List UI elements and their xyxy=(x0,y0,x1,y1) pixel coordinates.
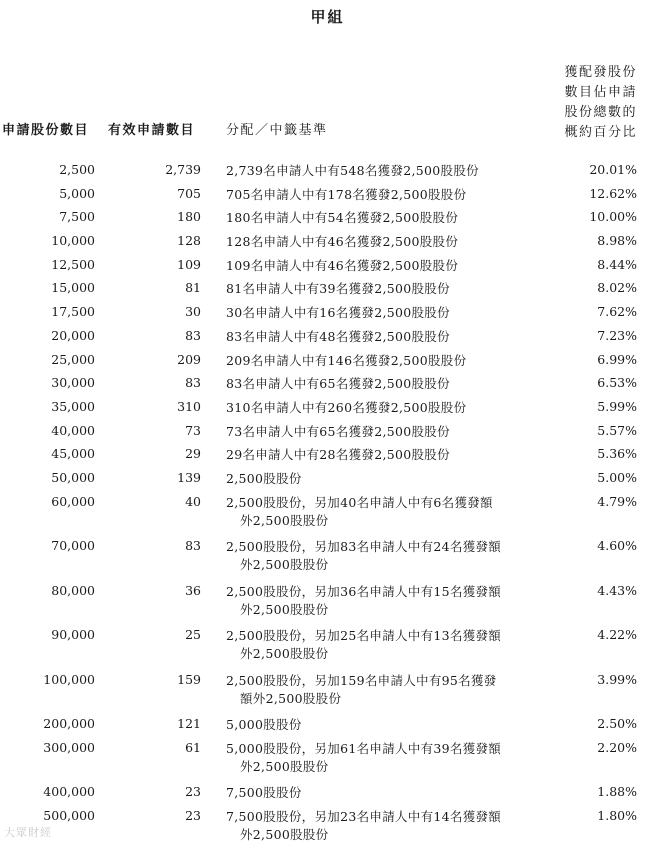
cell-percentage: 5.36% xyxy=(597,446,637,462)
allocation-basis-line: 705名申請人中有178名獲發2,500股股份 xyxy=(226,186,467,202)
cell-shares-applied: 7,500 xyxy=(59,209,95,225)
cell-allocation-basis xyxy=(226,583,536,619)
cell-shares-applied: 17,500 xyxy=(51,304,95,320)
allocation-basis-line: 109名申請人中有46名獲發2,500股股份 xyxy=(226,257,459,273)
allocation-basis-line: 額外2,500股股份 xyxy=(240,690,342,706)
cell-percentage: 20.01% xyxy=(589,162,637,177)
header-allocation-basis: 分配／中籤基準 xyxy=(226,123,328,138)
cell-shares-applied: 60,000 xyxy=(51,493,95,509)
cell-valid-applications: 23 xyxy=(185,784,201,800)
allocation-basis-line: 2,500股股份，另加36名申請人中有15名獲發額 xyxy=(226,583,502,599)
cell-shares-applied: 20,000 xyxy=(51,327,95,343)
allocation-basis-line: 外2,500股股份 xyxy=(240,758,329,774)
cell-percentage: 4.22% xyxy=(597,627,637,643)
cell-valid-applications: 128 xyxy=(177,233,201,249)
cell-allocation-basis xyxy=(226,186,536,204)
cell-allocation-basis xyxy=(226,470,536,488)
cell-allocation-basis xyxy=(226,375,536,393)
table-row xyxy=(0,304,655,328)
cell-valid-applications: 83 xyxy=(185,538,201,554)
cell-valid-applications: 705 xyxy=(177,185,201,201)
cell-percentage: 6.99% xyxy=(597,351,637,367)
cell-valid-applications: 109 xyxy=(177,256,201,272)
cell-allocation-basis xyxy=(226,233,536,251)
cell-shares-applied: 45,000 xyxy=(51,446,95,462)
cell-shares-applied: 300,000 xyxy=(43,739,95,755)
table-row xyxy=(0,257,655,281)
allocation-basis-line: 外2,500股股份 xyxy=(240,512,329,528)
table-row xyxy=(0,446,655,470)
table-row xyxy=(0,328,655,352)
table-row xyxy=(0,470,655,494)
allocation-basis-line: 81名申請人中有39名獲發2,500股股份 xyxy=(226,281,450,297)
cell-percentage: 1.88% xyxy=(597,784,637,800)
cell-allocation-basis xyxy=(226,257,536,275)
cell-allocation-basis xyxy=(226,627,536,663)
cell-allocation-basis xyxy=(226,328,536,346)
watermark-logo: 大眾財經 xyxy=(4,826,52,839)
allocation-basis-line: 外2,500股股份 xyxy=(240,557,329,573)
cell-shares-applied: 200,000 xyxy=(43,716,95,732)
cell-percentage: 2.20% xyxy=(597,739,637,755)
cell-allocation-basis xyxy=(226,494,536,530)
cell-valid-applications: 83 xyxy=(185,375,201,391)
cell-shares-applied: 50,000 xyxy=(51,469,95,485)
cell-shares-applied: 400,000 xyxy=(43,784,95,800)
cell-valid-applications: 25 xyxy=(185,627,201,643)
cell-valid-applications: 73 xyxy=(185,422,201,438)
cell-percentage: 8.98% xyxy=(597,233,637,249)
cell-shares-applied: 70,000 xyxy=(51,538,95,554)
cell-valid-applications: 29 xyxy=(185,446,201,462)
cell-shares-applied: 35,000 xyxy=(51,398,95,414)
cell-percentage: 4.43% xyxy=(597,582,637,598)
allocation-basis-line: 2,500股股份，另加159名申請人中有95名獲發 xyxy=(226,672,497,688)
header-shares-applied: 申請股份數目 xyxy=(2,123,90,138)
cell-allocation-basis xyxy=(226,672,536,708)
allocation-basis-line: 73名申請人中有65名獲發2,500股股份 xyxy=(226,423,450,439)
cell-valid-applications: 23 xyxy=(185,808,201,823)
cell-percentage: 5.57% xyxy=(597,422,637,438)
cell-allocation-basis xyxy=(226,352,536,370)
cell-shares-applied: 5,000 xyxy=(59,185,95,201)
allocation-basis-line: 5,000股股份，另加61名申請人中有39名獲發額 xyxy=(226,740,502,756)
allocation-basis-line: 外2,500股股份 xyxy=(240,827,329,842)
table-row xyxy=(0,583,655,628)
table-row xyxy=(0,399,655,423)
cell-percentage: 1.80% xyxy=(597,808,637,823)
cell-shares-applied: 12,500 xyxy=(51,256,95,272)
cell-percentage: 4.79% xyxy=(597,493,637,509)
allocation-basis-line: 2,500股股份，另加83名申請人中有24名獲發額 xyxy=(226,539,502,555)
cell-allocation-basis xyxy=(226,808,536,844)
allocation-basis-line: 外2,500股股份 xyxy=(240,646,329,662)
allocation-basis-line: 5,000股股份 xyxy=(226,717,302,733)
cell-allocation-basis xyxy=(226,446,536,464)
table-row xyxy=(0,672,655,717)
cell-valid-applications: 180 xyxy=(177,209,201,225)
table-row xyxy=(0,352,655,376)
cell-valid-applications: 159 xyxy=(177,671,201,687)
table-row xyxy=(0,494,655,539)
cell-percentage: 5.99% xyxy=(597,398,637,414)
cell-allocation-basis xyxy=(226,304,536,322)
cell-shares-applied: 10,000 xyxy=(51,233,95,249)
table-row xyxy=(0,423,655,447)
allocation-basis-line: 209名申請人中有146名獲發2,500股股份 xyxy=(226,352,467,368)
cell-percentage: 8.44% xyxy=(597,256,637,272)
cell-percentage: 4.60% xyxy=(597,538,637,554)
cell-allocation-basis xyxy=(226,423,536,441)
table-row xyxy=(0,740,655,785)
cell-valid-applications: 40 xyxy=(185,493,201,509)
cell-allocation-basis xyxy=(226,162,536,180)
cell-shares-applied: 30,000 xyxy=(51,375,95,391)
cell-percentage: 10.00% xyxy=(589,209,637,225)
cell-valid-applications: 139 xyxy=(177,469,201,485)
table-row xyxy=(0,233,655,257)
cell-allocation-basis xyxy=(226,280,536,298)
cell-shares-applied: 100,000 xyxy=(43,671,95,687)
cell-percentage: 5.00% xyxy=(597,469,637,485)
cell-shares-applied: 15,000 xyxy=(51,280,95,296)
allocation-basis-line: 83名申請人中有48名獲發2,500股股份 xyxy=(226,328,450,344)
cell-percentage: 3.99% xyxy=(597,671,637,687)
cell-valid-applications: 36 xyxy=(185,582,201,598)
allocation-basis-line: 2,500股股份 xyxy=(226,470,302,486)
cell-percentage: 7.62% xyxy=(597,304,637,320)
allocation-basis-line: 29名申請人中有28名獲發2,500股股份 xyxy=(226,447,450,463)
allocation-basis-line: 310名申請人中有260名獲發2,500股股份 xyxy=(226,399,467,415)
cell-valid-applications: 30 xyxy=(185,304,201,320)
header-percentage xyxy=(547,63,637,143)
header-percentage-line: 數目佔申請 xyxy=(564,85,637,100)
table-row xyxy=(0,209,655,233)
table-row xyxy=(0,375,655,399)
cell-allocation-basis xyxy=(226,716,536,734)
table-row xyxy=(0,538,655,583)
table-row xyxy=(0,280,655,304)
table-row xyxy=(0,162,655,186)
allocation-basis-line: 2,500股股份，另加25名申請人中有13名獲發額 xyxy=(226,628,502,644)
cell-allocation-basis xyxy=(226,784,536,802)
cell-shares-applied: 500,000 xyxy=(43,808,95,823)
allocation-basis-line: 30名申請人中有16名獲發2,500股股份 xyxy=(226,305,450,321)
table-row xyxy=(0,186,655,210)
allocation-table xyxy=(0,162,655,853)
allocation-basis-line: 180名申請人中有54名獲發2,500股股份 xyxy=(226,210,459,226)
allocation-basis-line: 7,500股股份，另加23名申請人中有14名獲發額 xyxy=(226,809,502,824)
cell-valid-applications: 121 xyxy=(177,716,201,732)
allocation-basis-line: 83名申請人中有65名獲發2,500股股份 xyxy=(226,376,450,392)
cell-shares-applied: 90,000 xyxy=(51,627,95,643)
allocation-basis-line: 7,500股股份 xyxy=(226,785,302,801)
cell-valid-applications: 209 xyxy=(177,351,201,367)
allocation-basis-line: 2,500股股份，另加40名申請人中有6名獲發額 xyxy=(226,494,493,510)
cell-allocation-basis xyxy=(226,740,536,776)
cell-percentage: 12.62% xyxy=(589,185,637,201)
cell-valid-applications: 81 xyxy=(185,280,201,296)
cell-shares-applied: 25,000 xyxy=(51,351,95,367)
cell-valid-applications: 83 xyxy=(185,327,201,343)
cell-shares-applied: 80,000 xyxy=(51,582,95,598)
allocation-basis-line: 128名申請人中有46名獲發2,500股股份 xyxy=(226,234,459,250)
cell-allocation-basis xyxy=(226,209,536,227)
cell-percentage: 8.02% xyxy=(597,280,637,296)
cell-valid-applications: 2,739 xyxy=(165,162,201,177)
allocation-basis-line: 外2,500股股份 xyxy=(240,601,329,617)
cell-percentage: 2.50% xyxy=(597,716,637,732)
header-percentage-line: 概約百分比 xyxy=(564,125,637,140)
cell-allocation-basis xyxy=(226,538,536,574)
cell-valid-applications: 61 xyxy=(185,739,201,755)
cell-shares-applied: 2,500 xyxy=(59,162,95,177)
cell-valid-applications: 310 xyxy=(177,398,201,414)
allocation-basis-line: 2,739名申請人中有548名獲發2,500股股份 xyxy=(226,163,479,178)
table-row xyxy=(0,627,655,672)
cell-percentage: 7.23% xyxy=(597,327,637,343)
page-title: 甲組 xyxy=(310,8,345,26)
cell-allocation-basis xyxy=(226,399,536,417)
cell-percentage: 6.53% xyxy=(597,375,637,391)
table-row xyxy=(0,716,655,740)
header-valid-applications: 有效申請數目 xyxy=(108,123,196,138)
cell-shares-applied: 40,000 xyxy=(51,422,95,438)
header-percentage-line: 獲配發股份 xyxy=(564,65,637,80)
header-percentage-line: 股份總數的 xyxy=(564,105,637,120)
table-row xyxy=(0,784,655,808)
